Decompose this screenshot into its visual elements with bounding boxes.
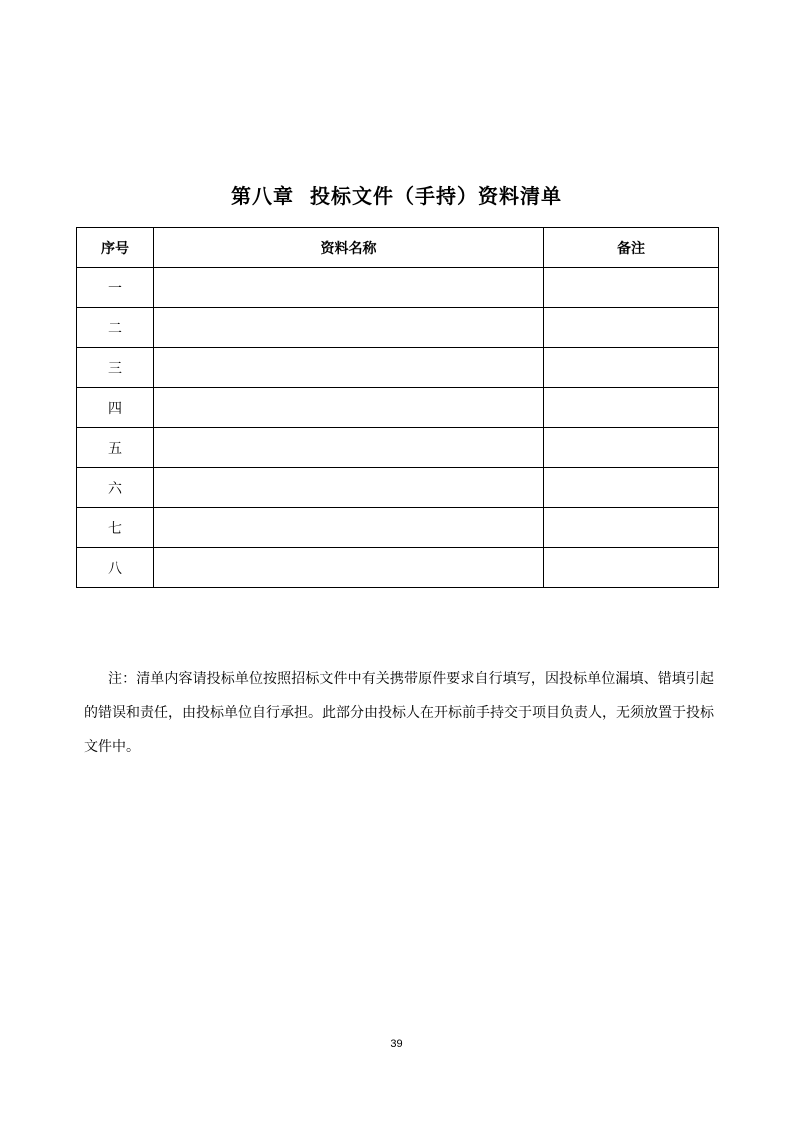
table-row xyxy=(77,548,719,588)
row-note xyxy=(544,428,719,468)
page-number: 39 xyxy=(390,1038,403,1050)
row-name xyxy=(154,348,544,388)
row-note xyxy=(544,388,719,428)
row-note xyxy=(544,468,719,508)
row-name xyxy=(154,468,544,508)
row-seq: 八 xyxy=(77,548,154,588)
header-note: 备注 xyxy=(544,228,719,268)
row-note xyxy=(544,508,719,548)
materials-list-table xyxy=(76,227,719,588)
row-seq: 一 xyxy=(77,268,154,308)
row-seq: 七 xyxy=(77,508,154,548)
row-name xyxy=(154,548,544,588)
table-row xyxy=(77,308,719,348)
table-row xyxy=(77,428,719,468)
table-row xyxy=(77,348,719,388)
row-name xyxy=(154,508,544,548)
row-note xyxy=(544,348,719,388)
table-row xyxy=(77,388,719,428)
row-note xyxy=(544,548,719,588)
row-name xyxy=(154,388,544,428)
row-note xyxy=(544,308,719,348)
header-name: 资料名称 xyxy=(154,228,544,268)
table-row xyxy=(77,508,719,548)
table-row xyxy=(77,268,719,308)
row-note xyxy=(544,268,719,308)
header-seq: 序号 xyxy=(77,228,154,268)
row-name xyxy=(154,268,544,308)
table-row xyxy=(77,468,719,508)
row-seq: 五 xyxy=(77,428,154,468)
row-seq: 四 xyxy=(77,388,154,428)
row-seq: 六 xyxy=(77,468,154,508)
table-header-row xyxy=(77,228,719,268)
row-seq: 二 xyxy=(77,308,154,348)
row-seq: 三 xyxy=(77,348,154,388)
page-title: 第八章 投标文件（手持）资料清单 xyxy=(231,184,562,208)
note-paragraph: 注：清单内容请投标单位按照招标文件中有关携带原件要求自行填写，因投标单位漏填、错填引起的错误和责任，由投标单位自行承担。此部分由投标人在开标前手持交于项目负责人，无须放置于投标文件中。 xyxy=(84,671,714,755)
row-name xyxy=(154,308,544,348)
row-name xyxy=(154,428,544,468)
